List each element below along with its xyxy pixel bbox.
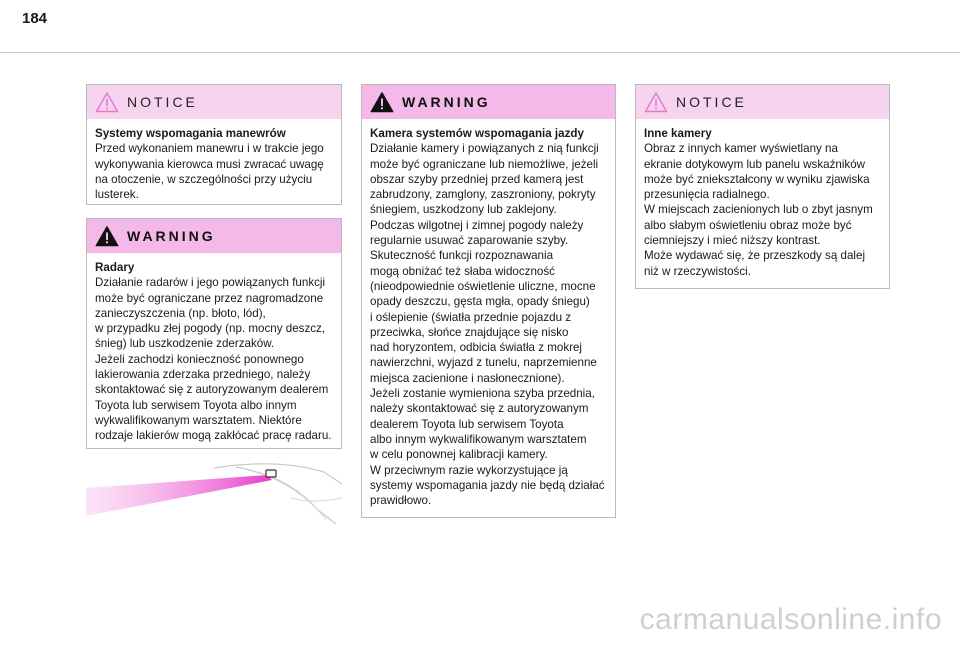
notice-label: NOTICE xyxy=(127,94,198,110)
notice-box-manoeuvre xyxy=(86,84,342,205)
warning-body xyxy=(362,119,615,516)
notice-text: Obraz z innych kamer wyświetlany na ekranie dotykowym lub panelu wskaźników może być zniekształcony w wyniku zjawiska przesunięcia radialnego. W miejscach zacienionych lub o zbyt jasnym albo słabym oświetleniu obraz może być ciemniejszy i mieć niższy kontrast. Może wydawać się, że przeszkody są dalej niż w rzeczywistości. xyxy=(644,142,873,278)
notice-triangle-icon xyxy=(95,91,119,113)
notice-triangle-icon xyxy=(644,91,668,113)
warning-box-radars xyxy=(86,218,342,449)
dash-line xyxy=(291,498,342,501)
warning-body xyxy=(87,253,341,452)
notice-header xyxy=(636,85,889,119)
warning-header xyxy=(362,85,615,119)
notice-text: Przed wykonaniem manewru i w trakcie jego wykonywania kierowca musi zwracać uwagę na otoczenie, w szczególności przy użyciu lusterek. xyxy=(95,142,324,202)
notice-body xyxy=(87,119,341,210)
notice-title: Inne kamery xyxy=(644,127,712,140)
page-number: 184 xyxy=(22,10,48,27)
warning-triangle-icon xyxy=(95,225,119,247)
warning-label: WARNING xyxy=(402,94,491,110)
warning-header xyxy=(87,219,341,253)
warning-triangle-icon xyxy=(370,91,394,113)
notice-title: Systemy wspomagania manewrów xyxy=(95,127,286,140)
camera-beam xyxy=(86,475,272,516)
warning-text: Działanie radarów i jego powiązanych funkcji może być ograniczane przez nagromadzone zanieczyszczenia (np. błoto, lód), w przypadku złej pogody (np. mocny deszcz, śnieg) lub uszkodzenie zderzaków. Jeżeli zachodzi konieczność ponownego lakierowania zderzaka przedniego, należy skontaktować się z autoryzowanym dealerem Toyota lub serwisem Toyota albo innym wykwalifikowanym warsztatem. Niektóre rodzaje lakierów mogą zakłócać pracę radaru. xyxy=(95,276,332,443)
windshield-camera-illustration xyxy=(86,458,342,524)
notice-header xyxy=(87,85,341,119)
warning-label: WARNING xyxy=(127,228,216,244)
warning-title: Kamera systemów wspomagania jazdy xyxy=(370,127,584,140)
notice-label: NOTICE xyxy=(676,94,747,110)
header-divider xyxy=(0,52,960,53)
warning-text: Działanie kamery i powiązanych z nią funkcji może być ograniczane lub niemożliwe, jeżeli obszar szyby przedniej przed kamerą jest zabrudzony, zamglony, zaszroniony, pokryty śniegiem, uszkodzony lub zaklejony. Podczas wilgotnej i zimnej pogody należy regularnie usuwać zaparowanie szyby. Skuteczność funkcji rozpoznawania mogą obniżać też słaba widoczność (nieodpowiednie oświetlenie uliczne, mocne opady deszczu, gęsta mgła, opady śniegu) i oślepienie (światła przednie pojazdu z przeciwka, słońce znajdujące się nisko nad horyzontem, odbicia światła z mokrej nawierzchni, wyjazd z tunelu, naprzemienne miejsca zacienione i nasłonecznione). Jeżeli zostanie wymieniona szyba przednia, należy skontaktować się z autoryzowanym dealerem Toyota lub serwisem Toyota albo innym wykwalifikowanym warsztatem w celu ponownej kalibracji kamery. W przeciwnym razie wykorzystujące ją systemy wspomagania jazdy nie będą działać prawidłowo. xyxy=(370,142,605,508)
notice-body xyxy=(636,119,889,287)
notice-box-other-cameras xyxy=(635,84,890,289)
watermark: carmanualsonline.info xyxy=(639,603,942,636)
warning-title: Radary xyxy=(95,261,135,274)
windshield-line xyxy=(236,467,336,524)
camera-icon xyxy=(266,470,276,477)
warning-box-camera xyxy=(361,84,616,518)
